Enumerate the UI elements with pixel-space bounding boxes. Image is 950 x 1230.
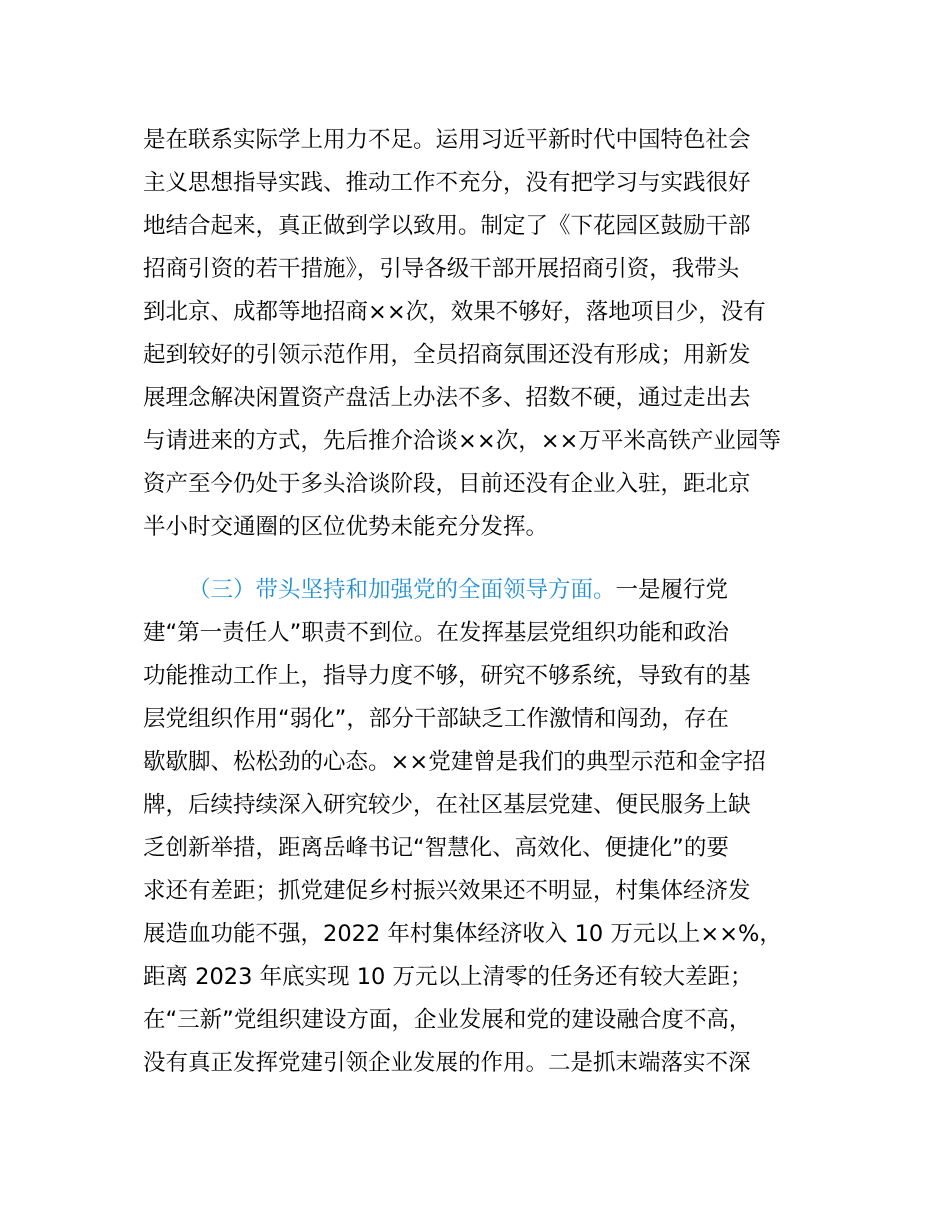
text-line: 主义思想指导实践、推动工作不充分，没有把学习与实践很好 <box>143 170 751 196</box>
text-line: 求还有差距；抓党建促乡村振兴效果还不明显，村集体经济发 <box>143 878 751 904</box>
section-heading-line <box>188 570 823 610</box>
text-line: 牌，后续持续深入研究较少，在社区基层党建、便民服务上缺 <box>143 792 751 818</box>
text-line: 起到较好的引领示范作用，全员招商氛围还没有形成；用新发 <box>143 342 751 368</box>
text-line: 地结合起来，真正做到学以致用。制定了《下花园区鼓励干部 <box>143 213 751 239</box>
text-line: 在“三新”党组织建设方面，企业发展和党的建设融合度不高， <box>143 1007 752 1033</box>
text-line: 展理念解决闲置资产盘活上办法不多、招数不硬，通过走出去 <box>143 385 751 411</box>
text-line: 半小时交通圈的区位优势未能充分发挥。 <box>143 514 549 540</box>
text-line: 是在联系实际学上用力不足。运用习近平新时代中国特色社会 <box>143 127 751 153</box>
text-line: 建“第一责任人”职责不到位。在发挥基层党组织功能和政治 <box>143 620 729 646</box>
text-line: 没有真正发挥党建引领企业发展的作用。二是抓末端落实不深 <box>143 1050 751 1076</box>
section-heading: （三）带头坚持和加强党的全面领导方面。 <box>188 577 616 603</box>
text-line: 到北京、成都等地招商××次，效果不够好，落地项目少，没有 <box>143 299 766 325</box>
text-line: 功能推动工作上，指导力度不够，研究不够系统，导致有的基 <box>143 663 751 689</box>
text-line: 乏创新举措，距离岳峰书记“智慧化、高效化、便捷化”的要 <box>143 835 729 861</box>
text-line: 与请进来的方式，先后推介洽谈××次，××万平米高铁产业园等 <box>143 428 781 454</box>
text-line: 歇歇脚、松松劲的心态。××党建曾是我们的典型示范和金字招 <box>143 749 766 775</box>
text-run: 一是履行党 <box>615 577 729 603</box>
text-line: 距离 2023 年底实现 10 万元以上清零的任务还有较大差距； <box>143 964 753 990</box>
text-line: 招商引资的若干措施》，引导各级干部开展招商引资，我带头 <box>143 256 740 282</box>
text-line: 层党组织作用“弱化”，部分干部缺乏工作激情和闯劲，存在 <box>143 706 729 732</box>
text-line: 资产至今仍处于多头洽谈阶段，目前还没有企业入驻，距北京 <box>143 471 751 497</box>
text-line: 展造血功能不强，2022 年村集体经济收入 10 万元以上××%， <box>143 921 782 947</box>
